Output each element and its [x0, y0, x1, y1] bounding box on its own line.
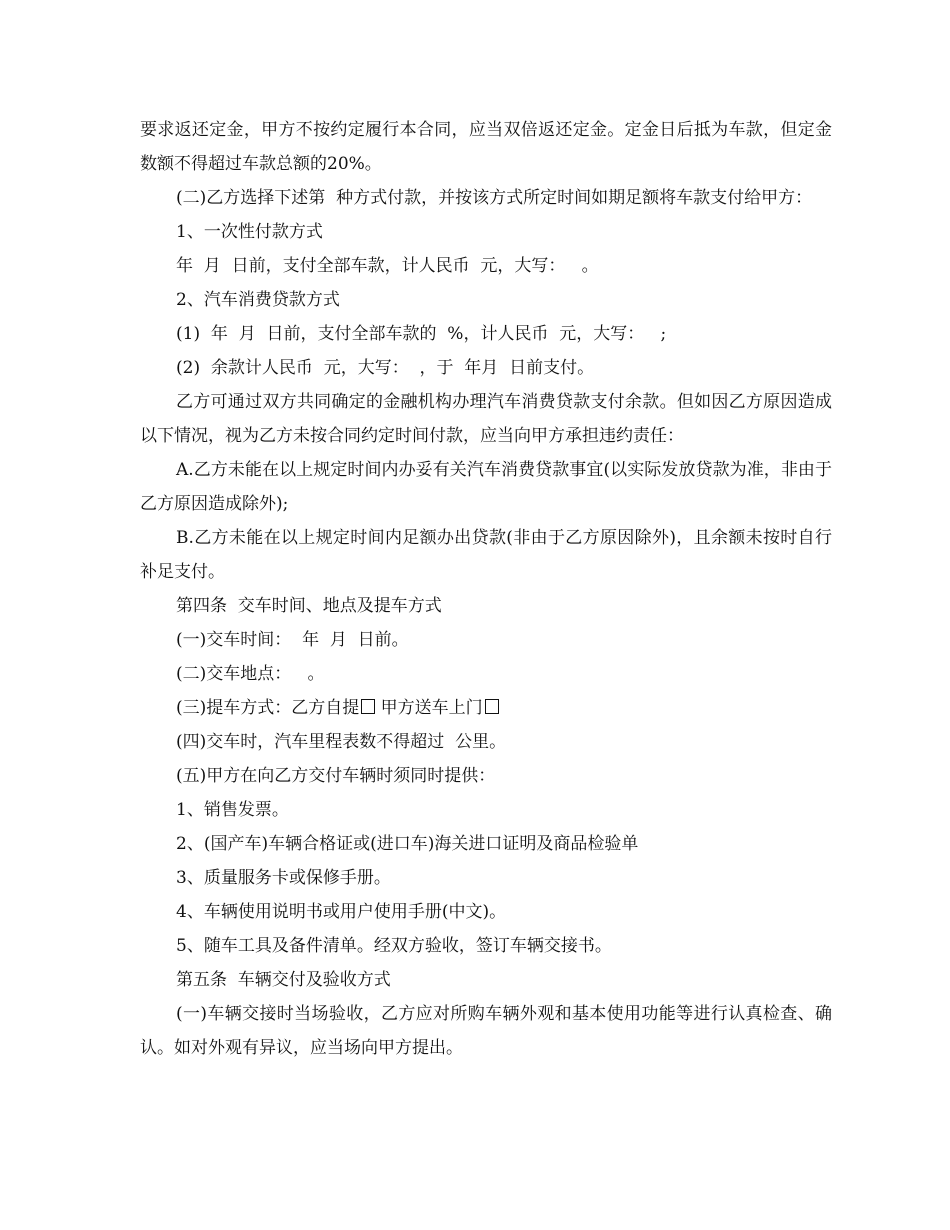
pickup-label: (三)提车方式：: [176, 698, 292, 718]
paragraph-loan-item-2: (2) 余款计人民币 元，大写： ，于 年月 日前支付。: [176, 358, 595, 378]
article-five-heading: 第五条 车辆交付及验收方式: [176, 970, 391, 990]
paragraph-loan-conditions: 乙方可通过双方共同确定的金融机构办理汽车消费贷款支付余款。但如因乙方原因造成以下情况，视为乙方未按合同约定时间付款，应当向甲方承担违约责任：: [140, 392, 832, 446]
paragraph-inspection: (一)车辆交接时当场验收，乙方应对所购车辆外观和基本使用功能等进行认真检查、确认。如对外观有异议，应当场向甲方提出。: [140, 1004, 832, 1058]
paragraph-loan-item-1: (1) 年 月 日前，支付全部车款的 %，计人民币 元，大写： ;: [176, 324, 667, 344]
paragraph-condition-a: A.乙方未能在以上规定时间内办妥有关汽车消费贷款事宜(以实际发放贷款为准，非由于乙方原因造成除外);: [140, 460, 832, 514]
paragraph-payment-choice: (二)乙方选择下述第 种方式付款，并按该方式所定时间如期足额将车款支付给甲方：: [176, 188, 813, 208]
paragraph-loan-heading: 2、汽车消费贷款方式: [176, 290, 340, 310]
article-four-heading: 第四条 交车时间、地点及提车方式: [176, 596, 442, 616]
document-body: [140, 113, 832, 1065]
paragraph-doc-warranty: 3、质量服务卡或保修手册。: [176, 868, 391, 888]
paragraph-pickup-method: [140, 691, 832, 725]
pickup-delivery-checkbox[interactable]: [485, 699, 499, 714]
pickup-option-delivery: 甲方送车上门: [375, 698, 483, 718]
paragraph-deposit: 要求返还定金，甲方不按约定履行本合同，应当双倍返还定金。定金日后抵为车款，但定金数额不得超过车款总额的20%。: [140, 120, 832, 174]
paragraph-condition-b: B.乙方未能在以上规定时间内足额办出贷款(非由于乙方原因除外)，且余额未按时自行补足支付。: [140, 528, 832, 582]
paragraph-delivery-time: (一)交车时间： 年 月 日前。: [176, 630, 409, 650]
paragraph-delivery-place: (二)交车地点： 。: [176, 664, 325, 684]
pickup-self-checkbox[interactable]: [361, 699, 375, 714]
paragraph-doc-manual: 4、车辆使用说明书或用户使用手册(中文)。: [176, 902, 507, 922]
paragraph-doc-tools: 5、随车工具及备件清单。经双方验收，签订车辆交接书。: [176, 936, 612, 956]
paragraph-lump-sum-heading: 1、一次性付款方式: [176, 222, 323, 242]
paragraph-mileage: (四)交车时，汽车里程表数不得超过 公里。: [176, 732, 507, 752]
paragraph-documents-heading: (五)甲方在向乙方交付车辆时须同时提供：: [176, 766, 496, 786]
paragraph-lump-sum-detail: 年 月 日前，支付全部车款，计人民币 元，大写： 。: [176, 256, 599, 276]
pickup-option-self: 乙方自提: [291, 698, 360, 718]
paragraph-doc-invoice: 1、销售发票。: [176, 800, 289, 820]
paragraph-doc-certificate: 2、(国产车)车辆合格证或(进口车)海关进口证明及商品检验单: [176, 834, 639, 854]
